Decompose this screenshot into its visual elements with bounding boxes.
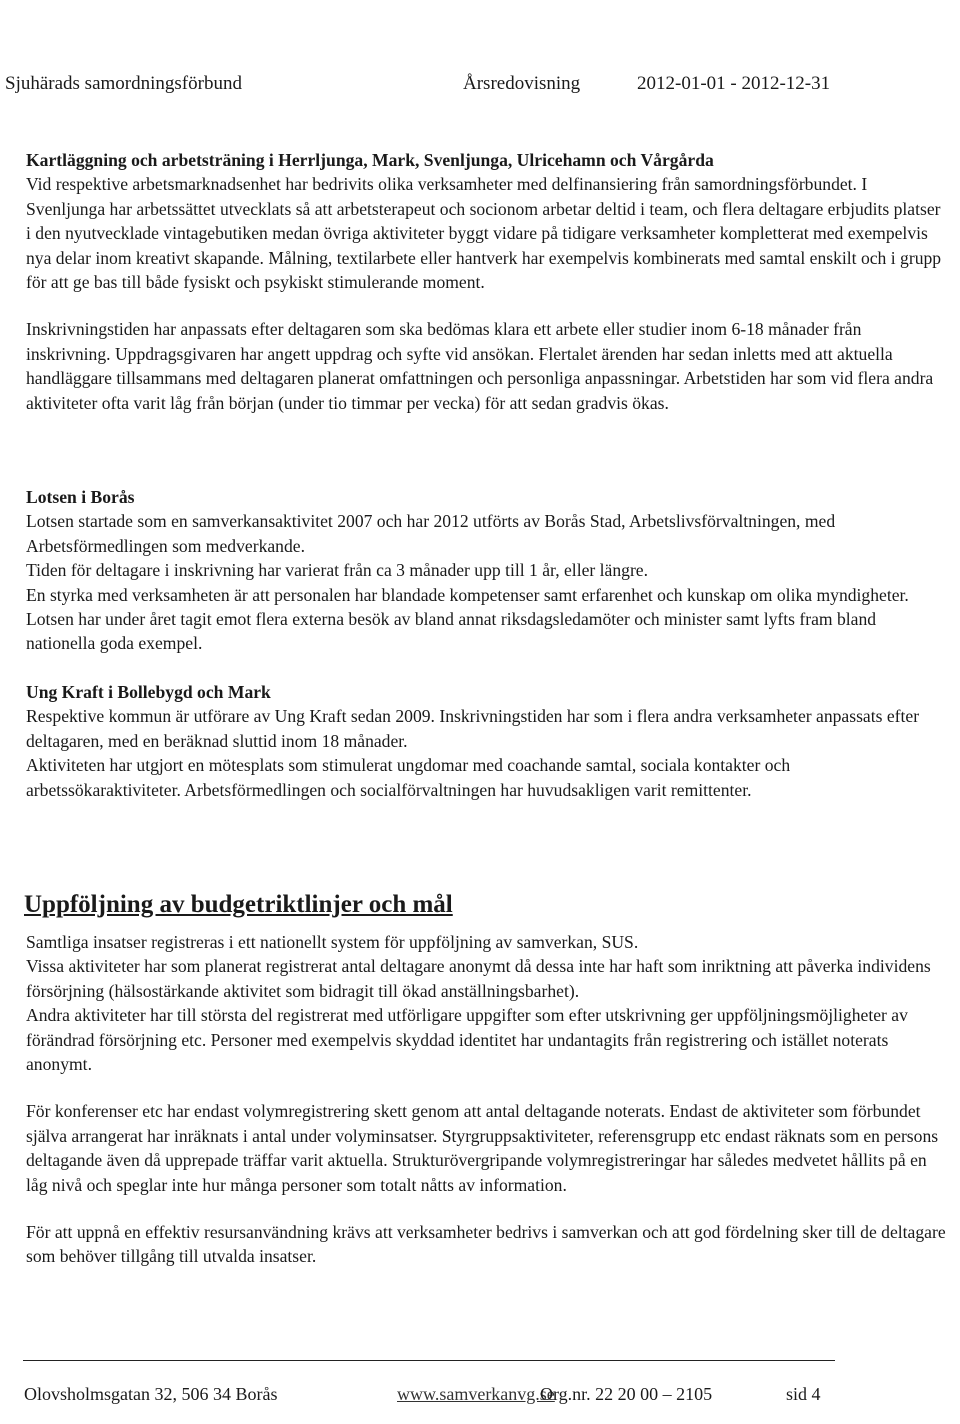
page-number: sid 4 xyxy=(786,1384,821,1404)
footer-address: Olovsholmsgatan 32, 506 34 Borås xyxy=(24,1384,278,1404)
body-paragraph: För att uppnå en effektiv resursanvändning krävs att verksamheter bedrivs i samverkan och att god fördelning sker till de deltagare som behöver tillgång till utvalda insatser. xyxy=(26,1222,946,1267)
section-heading: Lotsen i Borås xyxy=(26,487,135,507)
footer-org-number: Org.nr. 22 20 00 – 2105 xyxy=(540,1384,713,1404)
section-heading: Kartläggning och arbetsträning i Herrljunga, Mark, Svenljunga, Ulricehamn och Vårgårda xyxy=(26,150,714,170)
body-paragraph: Inskrivningstiden har anpassats efter deltagaren som ska bedömas klara ett arbete eller studier inom 6-18 månader från inskrivning. Uppdragsgivaren har angett uppdrag och syfte vid ansökan. Flertalet ärenden har sedan inletts med att aktuella handläggare tillsammans med deltagaren planerat omfattningen och personliga anpassningar. Arbetstiden har som vid flera andra aktiviteter ofta varit låg från början (under tio timmar per vecka) för att sedan gradvis ökas. xyxy=(26,319,934,413)
body-paragraph: Tiden för deltagare i inskrivning har varierat från ca 3 månader upp till 1 år, eller längre. xyxy=(26,560,649,581)
body-paragraph: En styrka med verksamheten är att personalen har blandade kompetenser samt erfarenhet och kunskap om olika myndigheter. Lotsen har under året tagit emot flera externa besök av bland annat riksdagsledamöter och minister samt lyfts fram bland nationella goda exempel. xyxy=(26,584,909,654)
section-ung-kraft xyxy=(26,680,946,802)
section-uppfoljning xyxy=(26,930,946,1269)
body-paragraph: Respektive kommun är utförare av Ung Kraft sedan 2009. Inskrivningstiden har som i flera andra verksamheter anpassats efter deltagaren, med en beräknad sluttid inom 18 månader. xyxy=(26,706,920,751)
section-kartlaggning xyxy=(26,148,946,415)
section-lotsen xyxy=(26,485,946,656)
section-heading: Ung Kraft i Bollebygd och Mark xyxy=(26,682,271,702)
body-paragraph: Aktiviteten har utgjort en mötesplats som stimulerat ungdomar med coachande samtal, sociala kontakter och arbetssökaraktiviteter. Arbetsförmedlingen och socialförvaltningen har huvudsakligen varit remittenter. xyxy=(26,755,791,800)
body-paragraph: Vid respektive arbetsmarknadsenhet har bedrivits olika verksamheter med delfinansiering från samordningsförbundet. I Svenljunga har arbetssättet utvecklats så att arbetsterapeut och socionom arbetar deltid i team, och flera deltagare erbjudits platser i den nyutvecklade vintagebutiken medan övriga aktiviteter byggt vidare på tidigare verksamheter kompletterat med exempelvis nya delar inom kreativt skapande. Målning, textilarbete eller hantverk har exempelvis kombinerats med samtal enskilt och i grupp för att ge bas till både fysiskt och psykiskt stimulerande moment. xyxy=(26,174,942,293)
report-type: Årsredovisning xyxy=(463,73,581,94)
body-paragraph: Samtliga insatser registreras i ett nationellt system för uppföljning av samverkan, SUS. xyxy=(26,932,639,952)
body-paragraph: För konferenser etc har endast volymregistrering skett genom att antal deltagande noterats. Endast de aktiviteter som förbundet själva arrangerat har inräknats i antal under volyminsatser. Styrgruppsaktiviteter, referensgrupp etc endast räknats som en persons deltagande även då upprepade träffar varit aktuella. Strukturövergripande volymregistreringar har således medvetet hållits på en låg nivå och speglar inte hur många personer som totalt nåtts av information. xyxy=(26,1101,939,1195)
footer-website-link[interactable]: www.samverkanvg.se xyxy=(397,1384,555,1404)
body-paragraph: Vissa aktiviteter har som planerat registrerat antal deltagare anonymt då dessa inte har haft som inriktning att påverka individens försörjning (hälsostärkande aktivitet som bidragit till ökad anställningsbarhet). xyxy=(26,956,931,1001)
body-paragraph: Lotsen startade som en samverkansaktivitet 2007 och har 2012 utförts av Borås Stad, Arbetslivsförvaltningen, med Arbetsförmedlingen som medverkande. xyxy=(26,511,836,556)
footer-divider xyxy=(23,1360,835,1361)
section-heading-uppfoljning: Uppföljning av budgetriktlinjer och mål xyxy=(24,891,453,918)
report-period: 2012-01-01 - 2012-12-31 xyxy=(637,73,831,94)
organization-name: Sjuhärads samordningsförbund xyxy=(5,73,242,94)
body-paragraph: Andra aktiviteter har till största del registrerat med utförligare uppgifter som efter utskrivning ger uppföljningsmöjligheter av förändrad försörjning etc. Personer med exempelvis skyddad identitet har undantagits från registrering och istället noterats anonymt. xyxy=(26,1005,908,1075)
